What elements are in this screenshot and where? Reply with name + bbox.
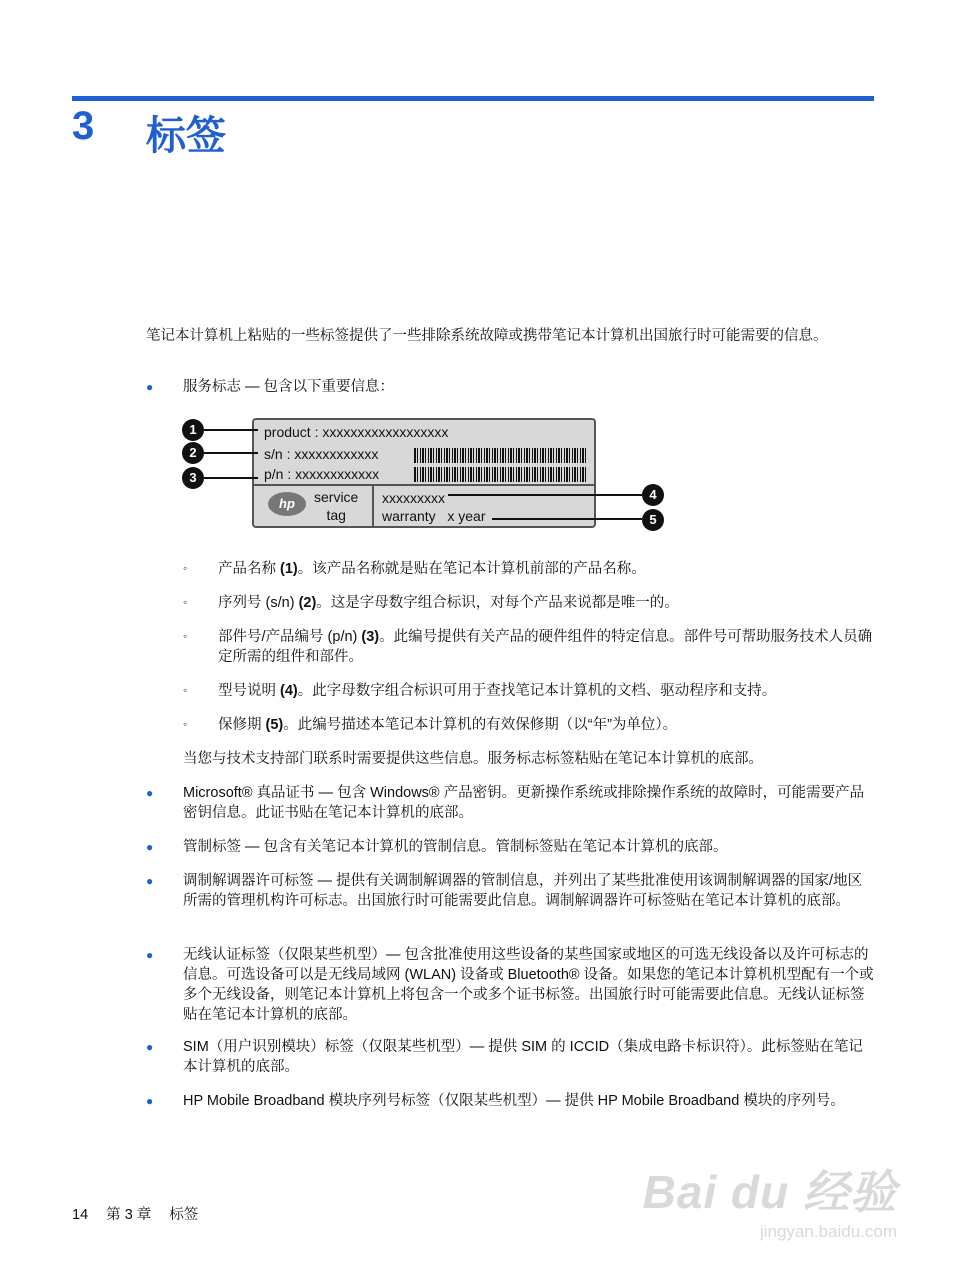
bullet-modem: 调制解调器许可标签 — 提供有关调制解调器的管制信息，并列出了某些批准使用该调制解调器的国家/地区所需的管理机构许可标志。出国旅行时可能需要此信息。调制解调器许可标签贴在笔记本计算机的底部。 xyxy=(183,873,863,909)
service-tag-note: 当您与技术支持部门联系时需要提供这些信息。服务标志标签粘贴在笔记本计算机的底部。 xyxy=(183,751,763,767)
leader-line xyxy=(492,518,642,520)
page-footer xyxy=(72,1203,212,1224)
bullet-broadband: HP Mobile Broadband 模块序列号标签（仅限某些机型）— 提供 HP Mobile Broadband 模块的序列号。 xyxy=(183,1093,845,1109)
bullet-dot: ● xyxy=(146,1040,154,1054)
bullet-sim: SIM（用户识别模块）标签（仅限某些机型）— 提供 SIM 的 ICCID（集成电路卡标识符）。此标签贴在笔记本计算机的底部。 xyxy=(183,1039,863,1075)
warranty-line: warranty x year xyxy=(382,508,486,524)
callout-2: 2 xyxy=(182,442,204,464)
service-text: service xyxy=(314,489,359,505)
pn-line: p/n : xxxxxxxxxxxx xyxy=(264,466,380,482)
bullet-regulatory: 管制标签 — 包含有关笔记本计算机的管制信息。管制标签贴在笔记本计算机的底部。 xyxy=(183,839,728,855)
sub-bullet: ◦ xyxy=(183,717,188,731)
sub-item-model: 型号说明 (4)。此字母数字组合标识可用于查找笔记本计算机的文档、驱动程序和支持。 xyxy=(218,683,777,699)
sub-bullet: ◦ xyxy=(183,561,188,575)
service-tag-figure xyxy=(182,414,672,534)
callout-5: 5 xyxy=(642,509,664,531)
product-line: product : xxxxxxxxxxxxxxxxxx xyxy=(264,424,449,440)
callout-1: 1 xyxy=(182,419,204,441)
sub-bullet: ◦ xyxy=(183,683,188,697)
sn-barcode xyxy=(414,448,588,463)
leader-line xyxy=(204,429,258,431)
tag-divider xyxy=(254,484,594,486)
chapter-rule xyxy=(72,96,874,101)
sub-bullet: ◦ xyxy=(183,595,188,609)
tag-vertical-divider xyxy=(372,484,374,526)
bullet-dot: ● xyxy=(146,948,154,962)
page-number: 14 xyxy=(72,1207,89,1223)
bullet-dot: ● xyxy=(146,874,154,888)
bullet-dot: ● xyxy=(146,380,154,394)
sub-item-part-number: 部件号/产品编号 (p/n) (3)。此编号提供有关产品的硬件组件的特定信息。部件号可帮助服务技术人员确定所需的组件和部件。 xyxy=(218,629,873,665)
leader-line xyxy=(204,452,258,454)
intro-paragraph: 笔记本计算机上粘贴的一些标签提供了一些排除系统故障或携带笔记本计算机出国旅行时可能需要的信息。 xyxy=(146,328,828,344)
hp-logo-icon: hp xyxy=(268,492,306,516)
watermark-url: jingyan.baidu.com xyxy=(759,1222,897,1241)
sub-item-product-name: 产品名称 (1)。该产品名称就是贴在笔记本计算机前部的产品名称。 xyxy=(218,561,646,577)
bullet-coa: Microsoft® 真品证书 — 包含 Windows® 产品密钥。更新操作系统或排除操作系统的故障时，可能需要产品密钥信息。此证书贴在笔记本计算机的底部。 xyxy=(183,785,865,821)
chapter-number: 3 xyxy=(72,104,95,148)
leader-line xyxy=(448,494,642,496)
tag-text: tag xyxy=(326,507,346,523)
callout-3: 3 xyxy=(182,467,204,489)
bullet-wireless: 无线认证标签（仅限某些机型）— 包含批准使用这些设备的某些国家或地区的可选无线设备以及许可标志的信息。可选设备可以是无线局域网 (WLAN) 设备或 Bluetooth® 设备。如果您的笔记本计算机机型配有一个或多个无线设备，则笔记本计算机上将包含一个或多个证书标签。出国旅行时可能需要此信息。无线认证标签贴在笔记本计算机的底部。 xyxy=(183,947,874,1023)
watermark-brand: Bai du 经验 xyxy=(642,1166,897,1218)
sub-bullet: ◦ xyxy=(183,629,188,643)
bullet-dot: ● xyxy=(146,786,154,800)
service-tag-bullet: 服务标志 — 包含以下重要信息： xyxy=(183,379,395,395)
footer-chapter: 第 3 章 xyxy=(106,1207,152,1223)
bullet-dot: ● xyxy=(146,1094,154,1108)
service-tag-caption xyxy=(314,488,358,524)
sn-line: s/n : xxxxxxxxxxxx xyxy=(264,446,379,462)
bullet-dot: ● xyxy=(146,840,154,854)
leader-line xyxy=(204,477,258,479)
model-line: xxxxxxxxx xyxy=(382,490,445,506)
sub-item-serial: 序列号 (s/n) (2)。这是字母数字组合标识，对每个产品来说都是唯一的。 xyxy=(218,595,679,611)
baidu-watermark xyxy=(643,1156,897,1242)
service-tag-label xyxy=(252,418,596,528)
pn-barcode xyxy=(414,467,588,482)
chapter-title: 标签 xyxy=(146,114,226,158)
callout-4: 4 xyxy=(642,484,664,506)
sub-item-warranty: 保修期 (5)。此编号描述本笔记本计算机的有效保修期（以“年”为单位）。 xyxy=(218,717,678,733)
footer-title: 标签 xyxy=(169,1207,199,1223)
